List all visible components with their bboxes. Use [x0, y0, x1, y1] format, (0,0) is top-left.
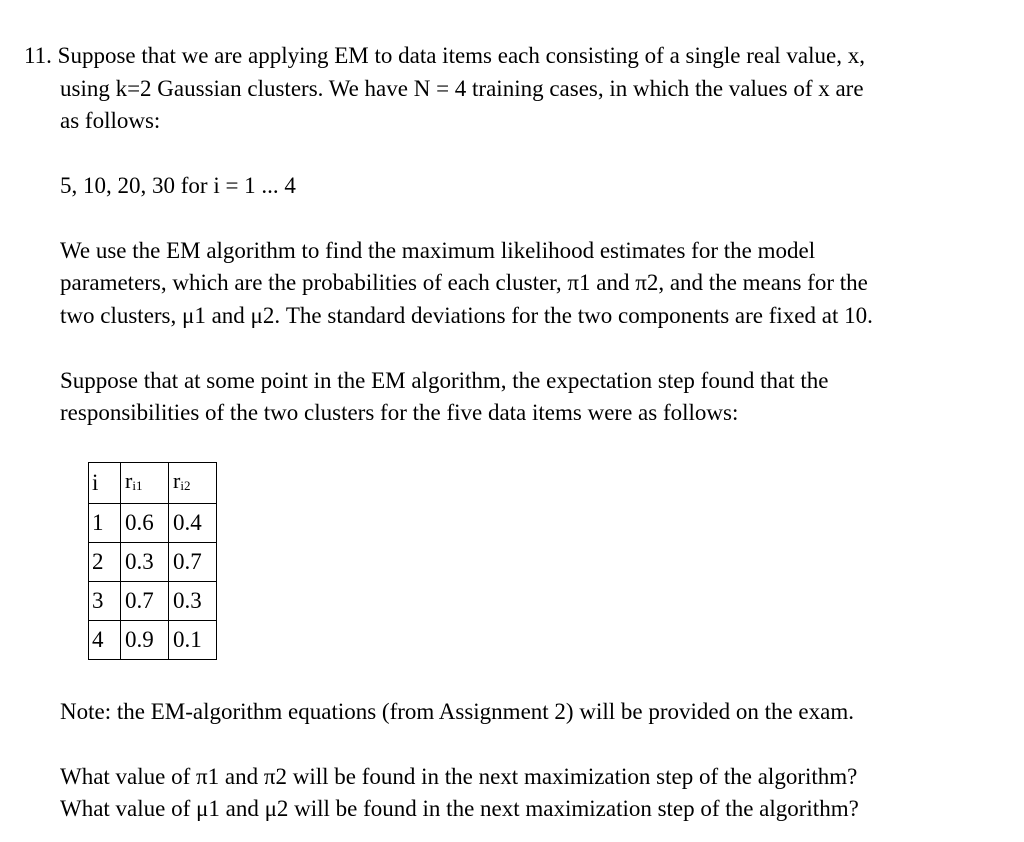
intro-line-1: 11. Suppose that we are applying EM to data items each consisting of a single real value, x,	[24, 43, 865, 68]
cell-i: 4	[89, 621, 121, 660]
cell-r1: 0.7	[121, 582, 169, 621]
cell-i: 2	[89, 543, 121, 582]
cell-r1: 0.6	[121, 504, 169, 543]
cell-i: 1	[89, 504, 121, 543]
cell-i: 3	[89, 582, 121, 621]
table-row	[89, 543, 217, 582]
intro-line-2: using k=2 Gaussian clusters. We have N = 4 training cases, in which the values of x are	[60, 76, 864, 101]
table-header-row	[89, 463, 217, 504]
params-line-3: two clusters, μ1 and μ2. The standard deviations for the two components are fixed at 10.	[60, 303, 873, 328]
table-row	[89, 504, 217, 543]
params-line-1: We use the EM algorithm to find the maximum likelihood estimates for the model	[60, 238, 816, 263]
header-i: i	[89, 463, 121, 504]
responsibilities-table	[88, 462, 217, 660]
cell-r1: 0.3	[121, 543, 169, 582]
table-row	[89, 621, 217, 660]
ask-line-1: What value of π1 and π2 will be found in the next maximization step of the algorithm?	[60, 764, 858, 789]
intro-line-3: as follows:	[60, 108, 161, 133]
header-r-i1: ri1	[121, 463, 169, 504]
cell-r2: 0.4	[169, 504, 217, 543]
cell-r2: 0.1	[169, 621, 217, 660]
estep-line-1: Suppose that at some point in the EM algorithm, the expectation step found that the	[60, 368, 829, 393]
ask-line-2: What value of μ1 and μ2 will be found in the next maximization step of the algorithm?	[60, 796, 859, 821]
header-r-i2: ri2	[169, 463, 217, 504]
cell-r1: 0.9	[121, 621, 169, 660]
table-row	[89, 582, 217, 621]
cell-r2: 0.3	[169, 582, 217, 621]
values-line: 5, 10, 20, 30 for i = 1 ... 4	[60, 173, 296, 198]
note-line: Note: the EM-algorithm equations (from Assignment 2) will be provided on the exam.	[60, 699, 854, 724]
params-line-2: parameters, which are the probabilities of each cluster, π1 and π2, and the means for the	[60, 270, 868, 295]
estep-line-2: responsibilities of the two clusters for the five data items were as follows:	[60, 400, 739, 425]
question-number: 11.	[24, 43, 52, 68]
cell-r2: 0.7	[169, 543, 217, 582]
